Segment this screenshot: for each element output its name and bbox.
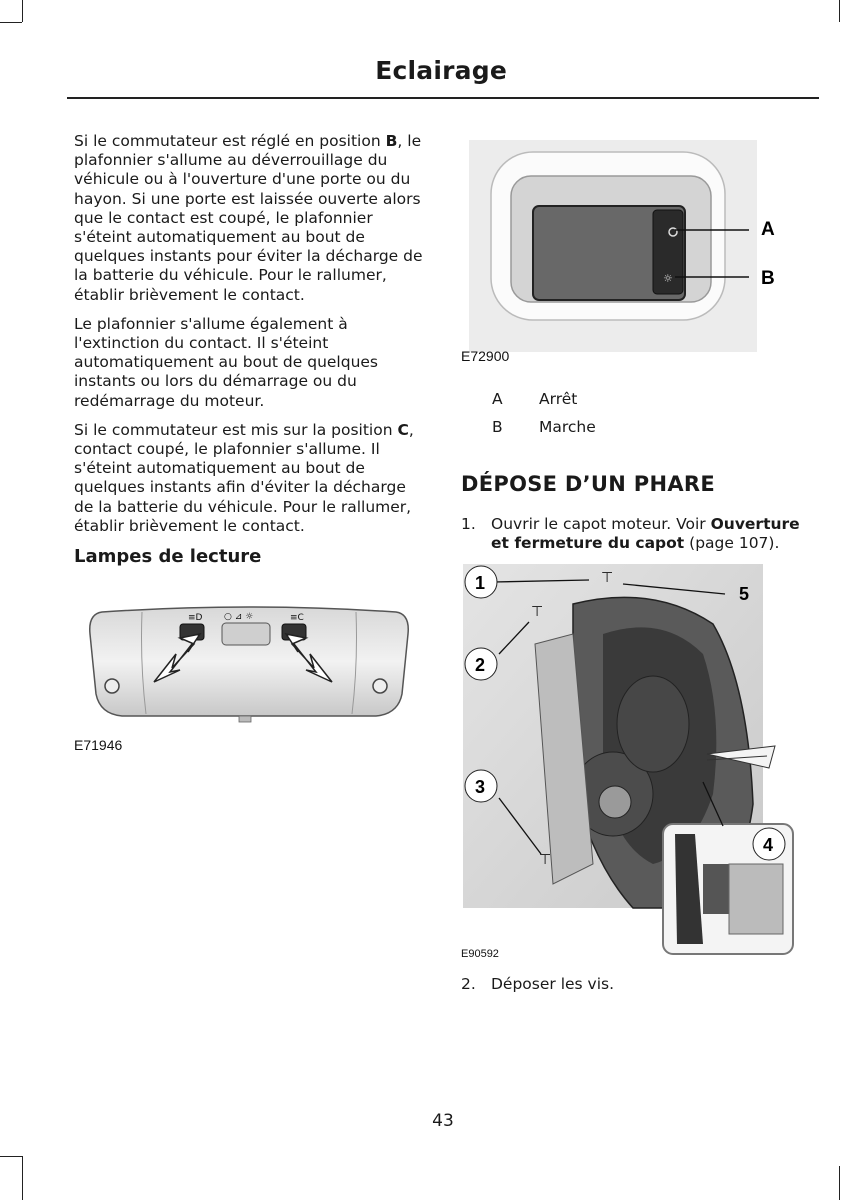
legend-key: B: [492, 418, 503, 436]
svg-text:○ ⊿ ☼: ○ ⊿ ☼: [224, 612, 254, 622]
step-number: 2.: [461, 975, 476, 993]
step-1: [461, 515, 821, 555]
svg-text:☼: ☼: [663, 272, 673, 285]
callout-5: [739, 584, 749, 604]
callout-2: [465, 648, 497, 680]
paragraph-switch-c: Si le commutateur est mis sur la position C, contact coupé, le plafonnier s'allume. Il s'éteint automatiquement au bout de quelques instants afin d'éviter la décharge de la batterie du véhicule. Pour le rallumer, établir brièvement le contact.: [74, 420, 414, 535]
cross-reference-link[interactable]: Ouverture et fermeture du capot: [491, 515, 800, 553]
screw-icon: ⊤: [601, 570, 614, 586]
svg-text:≡D: ≡D: [188, 613, 203, 623]
callout-4: [753, 828, 785, 860]
svg-text:2: 2: [475, 655, 486, 675]
title-rule: [67, 97, 819, 99]
page-number: 43: [432, 1111, 454, 1131]
legend-value: Arrêt: [539, 390, 578, 408]
callout-a: A: [761, 219, 775, 240]
figure-code: E90592: [461, 948, 499, 960]
crop-mark: [839, 1166, 840, 1200]
headlamp-removal-heading: DÉPOSE D’UN PHARE: [461, 472, 715, 496]
crop-mark: [839, 0, 840, 22]
step-text: Déposer les vis.: [491, 975, 615, 993]
screw-icon: ⊤: [531, 604, 544, 620]
svg-text:5: 5: [739, 584, 750, 604]
step-text: Ouvrir le capot moteur. Voir Ouverture et fermeture du capot (page 107).: [491, 515, 800, 553]
svg-text:≡C: ≡C: [290, 613, 304, 623]
legend-key: A: [492, 390, 503, 408]
crop-mark: [0, 22, 22, 23]
svg-text:4: 4: [763, 835, 774, 855]
figure-code: E71946: [74, 737, 123, 753]
crop-mark: [22, 0, 23, 22]
position-b: B: [385, 132, 398, 150]
figure-code: E72900: [461, 348, 510, 364]
svg-text:1: 1: [475, 573, 486, 593]
crop-mark: [22, 1156, 23, 1200]
reading-lamps-heading: Lampes de lecture: [74, 546, 262, 567]
headlamp-removal-illustration: [463, 564, 797, 958]
svg-text:3: 3: [475, 777, 486, 797]
reading-lamp-illustration: [84, 604, 414, 729]
page-title: Eclairage: [375, 56, 507, 85]
crop-mark: [0, 1156, 22, 1157]
callout-1: [465, 566, 497, 598]
callout-3: [465, 770, 497, 802]
step-number: 1.: [461, 515, 476, 533]
step-2: [461, 975, 821, 997]
screw-icon: ⊤: [539, 852, 552, 868]
paragraph-switch-b: Si le commutateur est réglé en position B, le plafonnier s'allume au déverrouillage du véhicule ou à l'ouverture d'une porte ou du hayon. Si une porte est laissée ouverte alors que le contact est coupé, le plafonnier s'éteint automatiquement au bout de quelques instants pour éviter la décharge de la batterie du véhicule. Pour le rallumer, établir brièvement le contact.: [74, 132, 423, 304]
callout-b: B: [761, 268, 775, 289]
position-c: C: [397, 420, 409, 439]
interior-lamp-switch-illustration: [469, 140, 789, 352]
paragraph-ignition-off: Le plafonnier s'allume également à l'extinction du contact. Il s'éteint automatiquement au bout de quelques instants ou lors du démarrage ou du redémarrage du moteur.: [74, 314, 379, 410]
left-column: [74, 132, 426, 546]
legend-value: Marche: [539, 418, 596, 436]
